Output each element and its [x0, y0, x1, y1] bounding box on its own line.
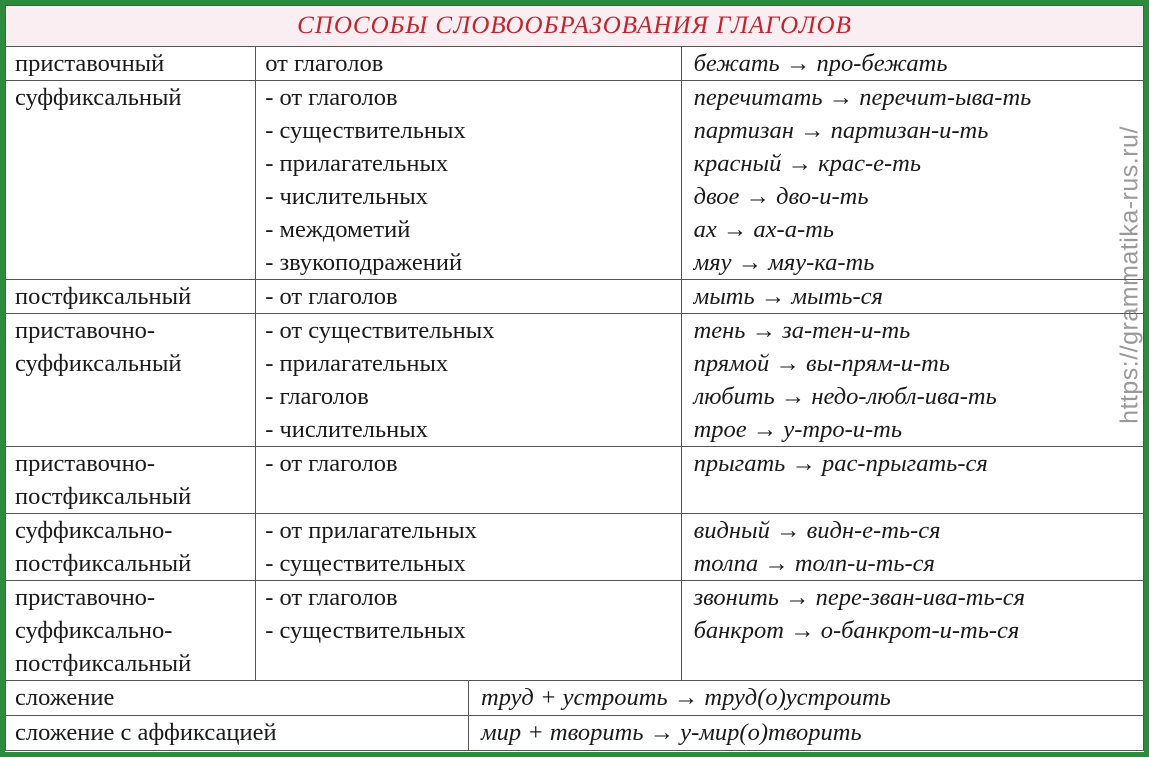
method-cell — [6, 681, 469, 715]
method-cell-line: постфиксальный — [15, 283, 192, 310]
compound-row — [6, 716, 1144, 751]
example-cell-line: перечитать → перечит-ыва-ть — [693, 84, 1032, 111]
method-cell-line: приставочно- — [15, 584, 156, 611]
source-cell-line: - прилагательных — [265, 150, 449, 177]
method-cell — [6, 81, 256, 280]
source-cell-line: от глаголов — [265, 50, 384, 77]
source-cell — [256, 314, 681, 447]
source-cell-line: - междометий — [265, 216, 411, 243]
example-cell-line: партизан → партизан-и-ть — [693, 117, 989, 144]
example-cell-line: банкрот → о-банкрот-и-ть-ся — [693, 617, 1020, 644]
example-cell — [681, 514, 1143, 581]
source-cell-line: - существительных — [265, 550, 466, 577]
example-cell-line: труд + устроить → труд(о)устроить — [481, 684, 891, 711]
word-formation-table — [5, 5, 1144, 751]
source-cell-line: - от глаголов — [265, 84, 398, 111]
example-cell — [681, 280, 1143, 314]
example-cell-line: трое → у-тро-и-ть — [693, 416, 903, 443]
source-cell-line: - существительных — [265, 117, 466, 144]
title-row — [6, 6, 1144, 47]
example-cell — [681, 447, 1143, 514]
source-cell-line: - существительных — [265, 617, 466, 644]
method-cell-line: суффиксально- — [15, 617, 173, 644]
method-cell-line: приставочно- — [15, 317, 156, 344]
source-cell — [256, 47, 681, 81]
method-cell — [6, 716, 469, 750]
source-cell-line: - от глаголов — [265, 450, 398, 477]
example-cell — [681, 47, 1143, 81]
example-cell-line: звонить → пере-зван-ива-ть-ся — [693, 584, 1026, 611]
method-cell — [6, 447, 256, 514]
example-cell-line: бежать → про-бежать — [693, 50, 948, 77]
source-cell-line: - глаголов — [265, 383, 369, 410]
method-cell — [6, 581, 256, 681]
method-cell — [6, 47, 256, 81]
method-cell-line: суффиксальный — [15, 84, 182, 111]
example-cell-line: красный → крас-е-ть — [693, 150, 922, 177]
method-cell-line: постфиксальный — [15, 650, 192, 677]
example-cell-line: любить → недо-любл-ива-ть — [693, 383, 997, 410]
example-cell — [469, 716, 862, 750]
source-cell — [256, 81, 681, 280]
table-row — [6, 280, 1144, 314]
method-cell-line: постфиксальный — [15, 483, 192, 510]
compound-row — [6, 681, 1144, 716]
compound-inner — [6, 716, 1143, 750]
compound-inner — [6, 681, 1143, 715]
example-cell-line: двое → дво-и-ть — [693, 183, 869, 210]
table-row — [6, 447, 1144, 514]
table-row — [6, 47, 1144, 81]
method-cell-line: постфиксальный — [15, 550, 192, 577]
example-cell-line: тень → за-тен-и-ть — [693, 317, 911, 344]
example-cell-line: мир + творить → у-мир(о)творить — [481, 719, 862, 746]
method-cell-line: суффиксальный — [15, 350, 182, 377]
source-cell-line: - числительных — [265, 183, 428, 210]
source-cell-line: - от глаголов — [265, 584, 398, 611]
method-cell-line: суффиксально- — [15, 517, 173, 544]
watermark-text: https://grammatika-rus.ru/ — [1115, 126, 1144, 424]
example-cell-line: прыгать → рас-прыгать-ся — [693, 450, 988, 477]
method-cell-line: сложение — [15, 684, 115, 711]
method-cell-line: приставочный — [15, 50, 165, 77]
method-cell — [6, 314, 256, 447]
example-cell — [681, 81, 1143, 280]
compound-wrapper — [6, 716, 1144, 751]
source-cell-line: - от глаголов — [265, 283, 398, 310]
compound-wrapper — [6, 681, 1144, 716]
example-cell — [681, 581, 1143, 681]
method-cell — [6, 280, 256, 314]
source-cell-line: - от существительных — [265, 317, 495, 344]
method-cell-line: приставочно- — [15, 450, 156, 477]
example-cell-line: мяу → мяу-ка-ть — [693, 249, 875, 276]
source-cell — [256, 514, 681, 581]
table-row — [6, 314, 1144, 447]
source-cell-line: - прилагательных — [265, 350, 449, 377]
source-cell-line: - числительных — [265, 416, 428, 443]
source-cell — [256, 447, 681, 514]
example-cell-line: прямой → вы-прям-и-ть — [693, 350, 951, 377]
example-cell-line: ах → ах-а-ть — [693, 216, 834, 243]
source-cell — [256, 581, 681, 681]
source-cell-line: - от прилагательных — [265, 517, 477, 544]
method-cell — [6, 514, 256, 581]
table-title: СПОСОБЫ СЛОВООБРАЗОВАНИЯ ГЛАГОЛОВ — [6, 6, 1144, 47]
table-row — [6, 581, 1144, 681]
source-cell — [256, 280, 681, 314]
table-row — [6, 81, 1144, 280]
example-cell-line: мыть → мыть-ся — [693, 283, 883, 310]
example-cell — [469, 681, 891, 715]
method-cell-line: сложение с аффиксацией — [15, 719, 277, 746]
source-cell-line: - звукоподражений — [265, 249, 463, 276]
example-cell-line: толпа → толп-и-ть-ся — [693, 550, 935, 577]
table-row — [6, 514, 1144, 581]
example-cell-line: видный → видн-е-ть-ся — [693, 517, 941, 544]
example-cell — [681, 314, 1143, 447]
